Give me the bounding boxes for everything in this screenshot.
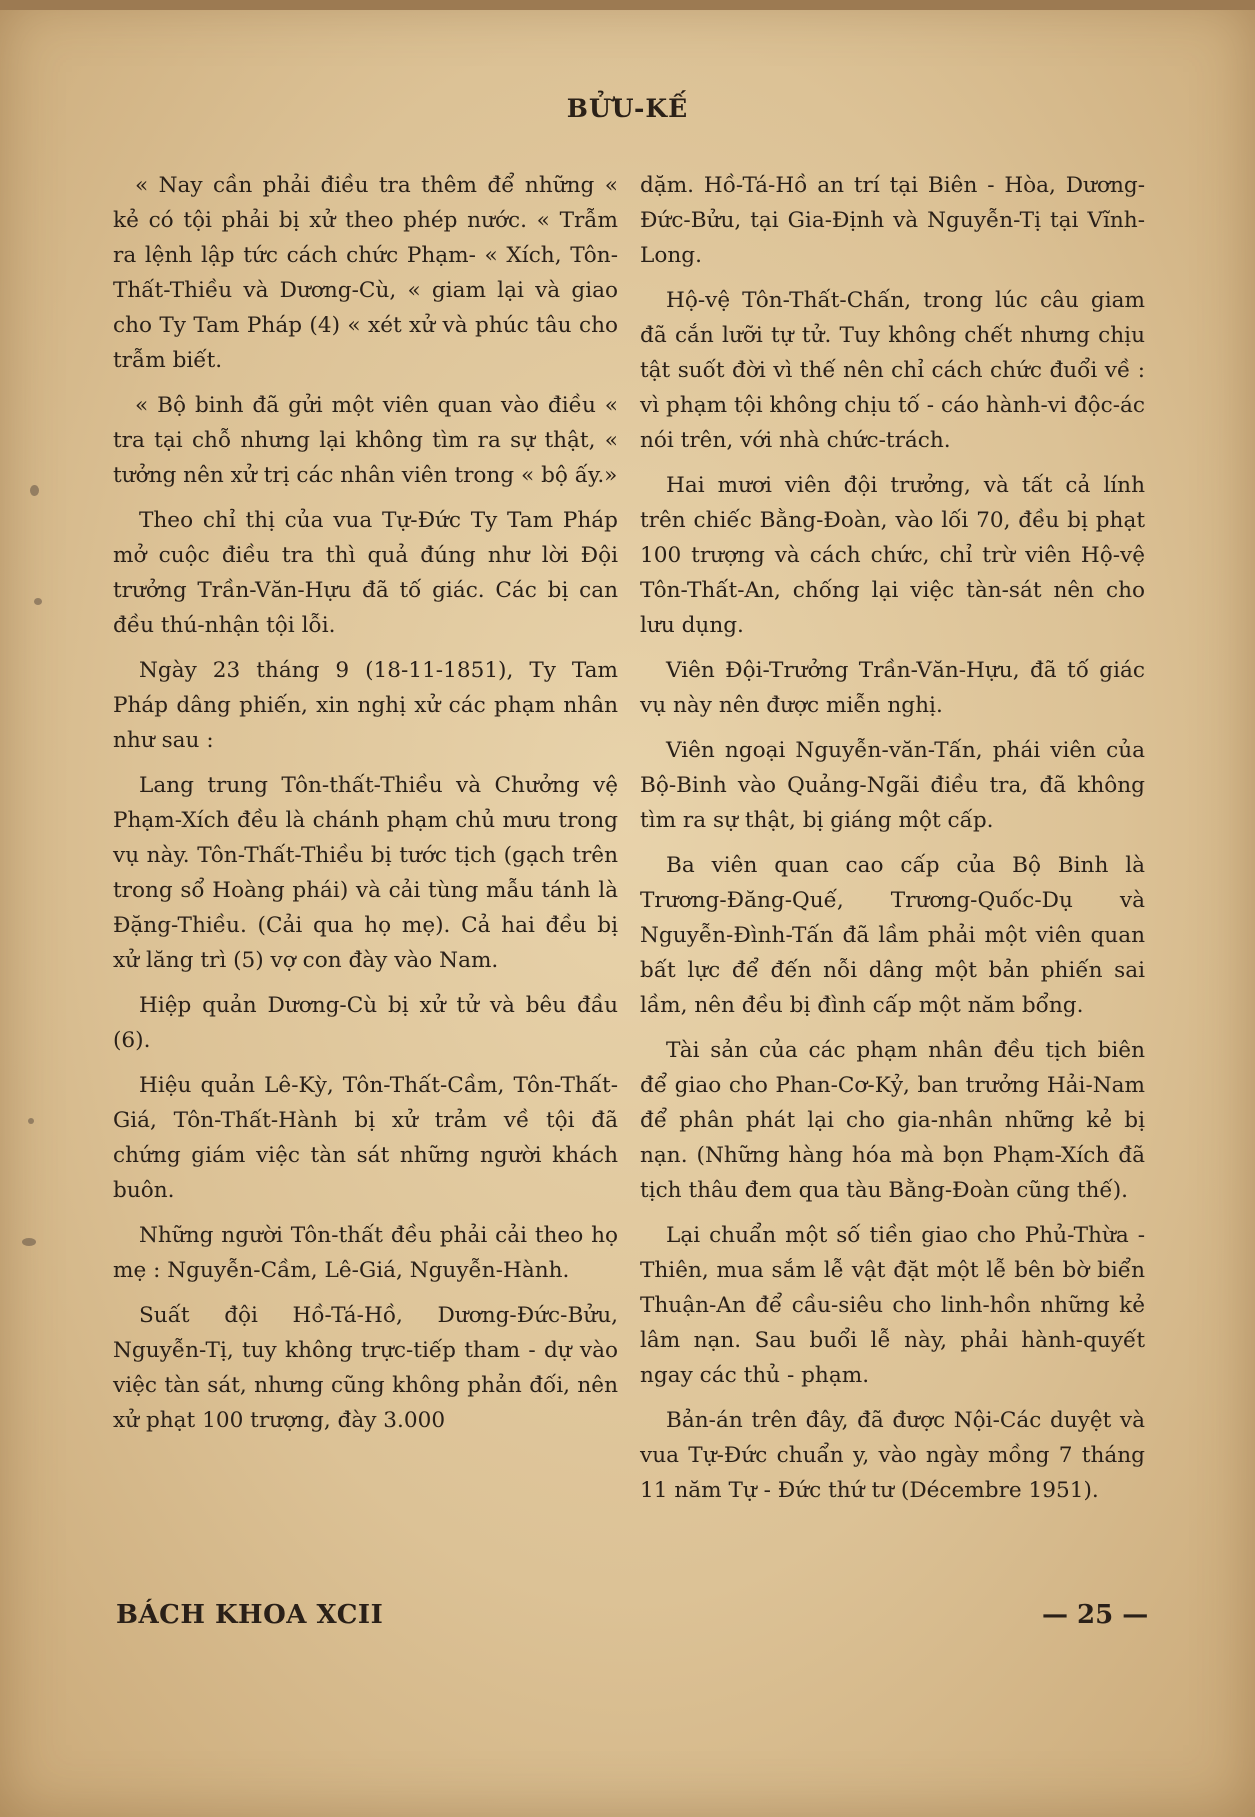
left-paragraph: « Nay cần phải điều tra thêm để những « kẻ có tội phải bị xử theo phép nước. « Trẫm ra lệnh lập tức cách chức Phạm- « Xích, Tôn-Thất-Thiều và Dương-Cù, « giam lại và giao cho Ty Tam Pháp (4) « xét xử và phúc tâu cho trẫm biết. [113, 173, 618, 373]
paper-blemish [28, 1118, 34, 1124]
paper-blemish [34, 598, 42, 605]
page-number: — 25 — [1042, 1600, 1149, 1630]
running-header: BỬU-KẾ [566, 94, 689, 123]
left-paragraph: « Bộ binh đã gửi một viên quan vào điều « tra tại chỗ nhưng lại không tìm ra sự thật, « tưởng nên xử trị các nhân viên trong « bộ ấy.» [113, 393, 618, 488]
left-paragraph: Theo chỉ thị của vua Tự-Đức Ty Tam Pháp mở cuộc điều tra thì quả đúng như lời Đội trưởng Trần-Văn-Hựu đã tố giác. Các bị can đều thú-nhận tội lỗi. [113, 508, 618, 638]
right-paragraph: dặm. Hồ-Tá-Hồ an trí tại Biên - Hòa, Dương-Đức-Bửu, tại Gia-Định và Nguyễn-Tị tại Vĩnh-Long. [640, 173, 1145, 268]
left-column [113, 168, 618, 1448]
right-paragraph: Hai mươi viên đội trưởng, và tất cả lính trên chiếc Bằng-Đoàn, vào lối 70, đều bị phạt 100 trượng và cách chức, chỉ trừ viên Hộ-vệ Tôn-Thất-An, chống lại việc tàn-sát nên cho lưu dụng. [640, 473, 1145, 638]
left-paragraph: Hiệp quản Dương-Cù bị xử tử và bêu đầu (6). [113, 993, 618, 1053]
left-paragraph: Những người Tôn-thất đều phải cải theo họ mẹ : Nguyễn-Cầm, Lê-Giá, Nguyễn-Hành. [113, 1223, 618, 1283]
right-paragraph: Tài sản của các phạm nhân đều tịch biên để giao cho Phan-Cơ-Kỷ, ban trưởng Hải-Nam để phân phát lại cho gia-nhân những kẻ bị nạn. (Những hàng hóa mà bọn Phạm-Xích đã tịch thâu đem qua tàu Bằng-Đoàn cũng thế). [640, 1038, 1145, 1203]
right-column [640, 168, 1145, 1518]
right-paragraph: Bản-án trên đây, đã được Nội-Các duyệt và vua Tự-Đức chuẩn y, vào ngày mồng 7 tháng 11 năm Tự - Đức thứ tư (Décembre 1951). [640, 1408, 1145, 1503]
right-paragraph: Lại chuẩn một số tiền giao cho Phủ-Thừa - Thiên, mua sắm lễ vật đặt một lễ bên bờ biển Thuận-An để cầu-siêu cho linh-hồn những kẻ lâm nạn. Sau buổi lễ này, phải hành-quyết ngay các thủ - phạm. [640, 1223, 1145, 1388]
paper-blemish [30, 485, 39, 496]
right-paragraph: Ba viên quan cao cấp của Bộ Binh là Trương-Đăng-Quế, Trương-Quốc-Dụ và Nguyễn-Đình-Tấn đã lầm phải một viên quan bất lực để đến nỗi dâng một bản phiến sai lầm, nên đều bị đình cấp một năm bổng. [640, 853, 1145, 1018]
left-paragraph: Suất đội Hồ-Tá-Hồ, Dương-Đức-Bửu, Nguyễn-Tị, tuy không trực-tiếp tham - dự vào việc tàn sát, nhưng cũng không phản đối, nên xử phạt 100 trượng, đày 3.000 [113, 1303, 618, 1433]
left-paragraph: Hiệu quản Lê-Kỳ, Tôn-Thất-Cầm, Tôn-Thất-Giá, Tôn-Thất-Hành bị xử trảm về tội đã chứng giám việc tàn sát những người khách buôn. [113, 1073, 618, 1203]
left-paragraph: Lang trung Tôn-thất-Thiều và Chưởng vệ Phạm-Xích đều là chánh phạm chủ mưu trong vụ này. Tôn-Thất-Thiều bị tước tịch (gạch trên trong sổ Hoàng phái) và cải tùng mẫu tánh là Đặng-Thiều. (Cải qua họ mẹ). Cả hai đều bị xử lăng trì (5) vợ con đày vào Nam. [113, 773, 618, 973]
right-paragraph: Viên Đội-Trưởng Trần-Văn-Hựu, đã tố giác vụ này nên được miễn nghị. [640, 658, 1145, 718]
page-top-edge [0, 0, 1255, 10]
right-paragraph: Hộ-vệ Tôn-Thất-Chấn, trong lúc câu giam đã cắn lưỡi tự tử. Tuy không chết nhưng chịu tật suốt đời vì thế nên chỉ cách chức đuổi về : vì phạm tội không chịu tố - cáo hành-vi độc-ác nói trên, với nhà chức-trách. [640, 288, 1145, 453]
right-paragraph: Viên ngoại Nguyễn-văn-Tấn, phái viên của Bộ-Binh vào Quảng-Ngãi điều tra, đã không tìm ra sự thật, bị giáng một cấp. [640, 738, 1145, 833]
paper-blemish [22, 1238, 36, 1246]
left-paragraph: Ngày 23 tháng 9 (18-11-1851), Ty Tam Pháp dâng phiến, xin nghị xử các phạm nhân như sau : [113, 658, 618, 753]
magazine-issue-footer: BÁCH KHOA XCII [116, 1600, 384, 1630]
